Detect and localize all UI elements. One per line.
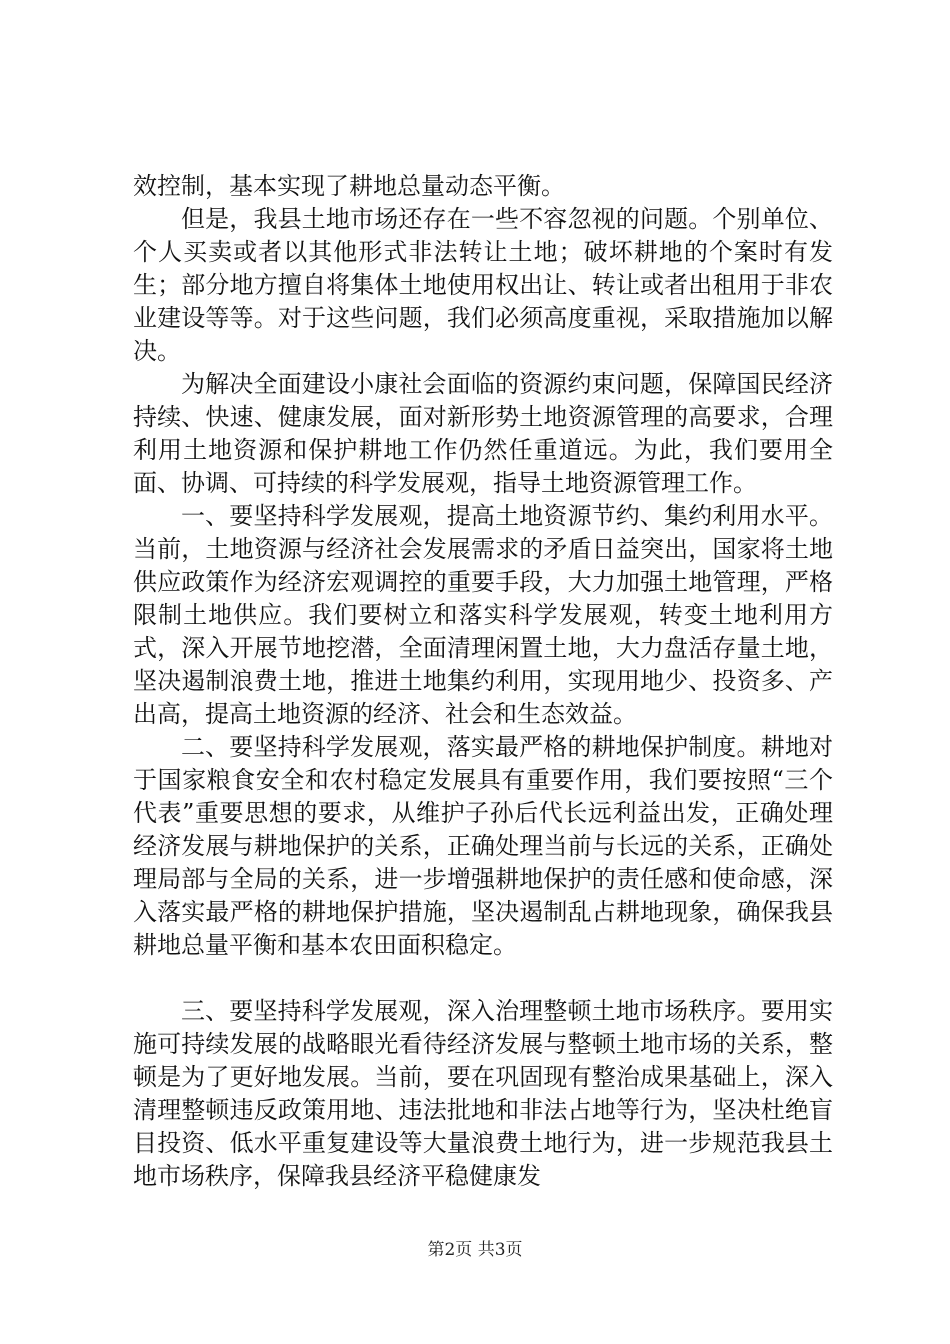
paragraph-continuation: 效控制，基本实现了耕地总量动态平衡。 (133, 172, 565, 200)
paragraph-point-two: 二、要坚持科学发展观，落实最严格的耕地保护制度。耕地对于国家粮食安全和农村稳定发展具有重要作用，我们要按照“三个代表”重要思想的要求，从维护子孙后代长远利益出发，正确处理经济发展与耕地保护的关系，正确处理当前与长远的关系，正确处理局部与全局的关系，进一步增强耕地保护的责任感和使命感，深入落实最严格的耕地保护措施，坚决遏制乱占耕地现象，确保我县耕地总量平衡和基本农田面积稳定。 (133, 733, 833, 959)
paragraph-overview: 为解决全面建设小康社会面临的资源约束问题，保障国民经济持续、快速、健康发展，面对新形势土地资源管理的高要求，合理利用土地资源和保护耕地工作仍然任重道远。为此，我们要用全面、协调、可持续的科学发展观，指导土地资源管理工作。 (133, 370, 833, 497)
paragraph-gap (133, 962, 833, 995)
paragraph-problems: 但是，我县土地市场还存在一些不容忽视的问题。个别单位、个人买卖或者以其他形式非法转让土地；破坏耕地的个案时有发生；部分地方擅自将集体土地使用权出让、转让或者出租用于非农业建设等等。对于这些问题，我们必须高度重视，采取措施加以解决。 (133, 205, 833, 365)
paragraph-point-three: 三、要坚持科学发展观，深入治理整顿土地市场秩序。要用实施可持续发展的战略眼光看待经济发展与整顿土地市场的关系，整顿是为了更好地发展。当前，要在巩固现有整治成果基础上，深入清理整顿违反政策用地、违法批地和非法占地等行为，坚决杜绝盲目投资、低水平重复建设等大量浪费土地行为，进一步规范我县土地市场秩序，保障我县经济平稳健康发 (133, 997, 833, 1190)
document-body (133, 170, 833, 1193)
paragraph-point-one: 一、要坚持科学发展观，提高土地资源节约、集约利用水平。当前，土地资源与经济社会发展需求的矛盾日益突出，国家将土地供应政策作为经济宏观调控的重要手段，大力加强土地管理，严格限制土地供应。我们要树立和落实科学发展观，转变土地利用方式，深入开展节地挖潜，全面清理闲置土地，大力盘活存量土地，坚决遏制浪费土地，推进土地集约利用，实现用地少、投资多、产出高，提高土地资源的经济、社会和生态效益。 (133, 502, 833, 728)
page-number-footer: 第2页 共3页 (427, 1240, 523, 1260)
